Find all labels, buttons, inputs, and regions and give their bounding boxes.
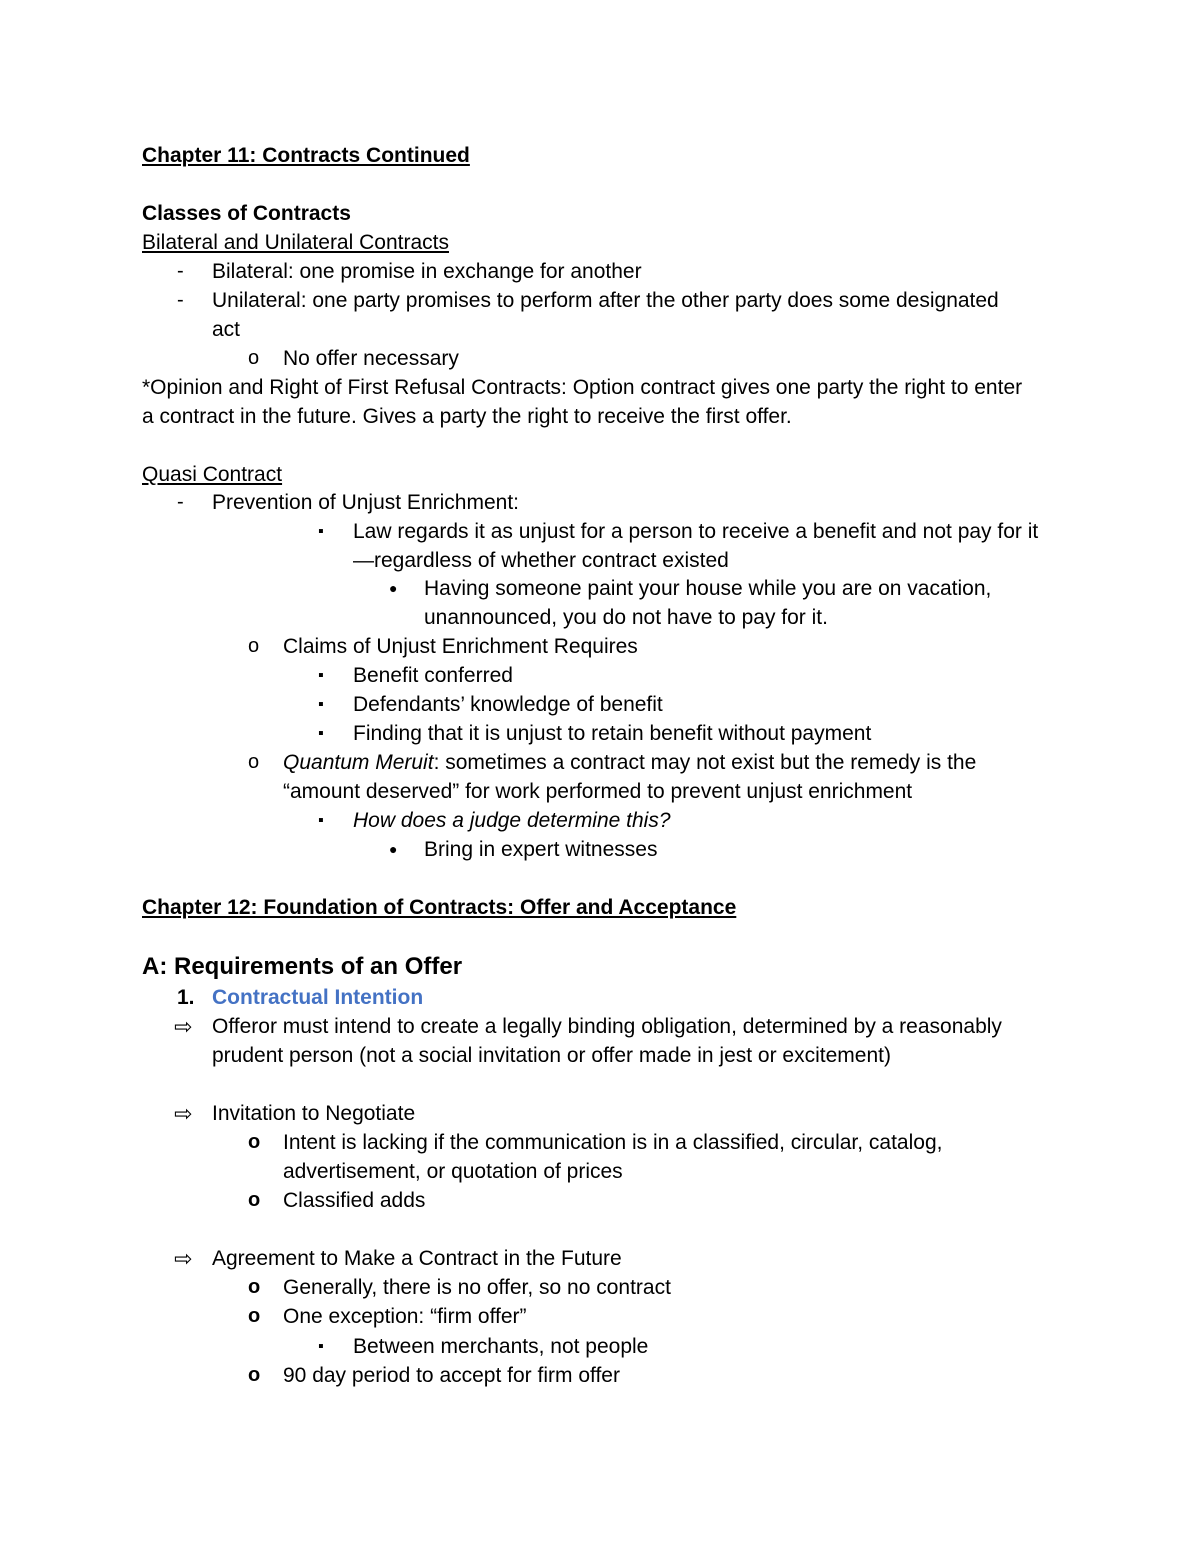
circle-bullet: o <box>248 1276 261 1298</box>
square-bullet: ▪ <box>318 725 324 742</box>
chapter-11-title: Chapter 11: Contracts Continued <box>142 144 470 167</box>
arrow-icon: ⇨ <box>174 1246 193 1271</box>
dot-bullet: ● <box>389 580 398 596</box>
circle-bullet: o <box>248 347 260 369</box>
classes-heading: Classes of Contracts <box>142 202 351 225</box>
document-page: Chapter 11: Contracts Continued Classes of Contracts Bilateral and Unilateral Contracts - Bilateral: one promise in exchange for another - Unilateral: one party promises to perform after the other party does some designated act o No offer necessary *Opinion and Right of First Refusal Contracts: Option contract gives one party the right to enter a contract in the future. Gives a party the right to receive the first offer. Quasi Contract - Prevention of Unjust Enrichment: ▪ Law regards it as unjust for a person to receive a benefit and not pay for it —regardless of whether contract existed ● Having someone paint your house while you are on vacation, unannounced, you do not have to pay for it. o Claims of Unjust Enrichment Requires ▪ Benefit conferred ▪ Defendants’ knowledge of benefit ▪ Finding that it is unjust to retain benefit without payment o Quantum Meruit: sometimes a contract may not exist but the remedy is the “amount deserved” for work performed to prevent unjust enrichment ▪ How does a judge determine this? ● Bring in expert witnesses Chapter 12: Foundation of Contracts: Offer and Acceptance A: Requirements of an Offer 1. Contractual Intention ⇨ Offeror must intend to create a legally binding obligation, determined by a reasonably prudent person (not a social invitation or offer made in jest or excitement) ⇨ Invitation to Negotiate o Intent is lacking if the communication is in a classified, circular, catalog, advertisement, or quotation of prices o Classified adds ⇨ Agreement to Make a Contract in the Future o Generally, there is no offer, so no contract o One exception: “firm offer” ▪ Between merchants, not people o 90 day period to accept for firm offer <box>0 0 1200 1553</box>
circle-bullet: o <box>248 1305 261 1327</box>
square-bullet: ▪ <box>318 696 324 713</box>
circle-bullet: o <box>248 1189 261 1211</box>
contractual-intention-label: Contractual Intention <box>212 986 424 1009</box>
quantum-meruit-term: Quantum Meruit <box>283 751 434 774</box>
section-a-heading: A: Requirements of an Offer <box>142 953 463 980</box>
option-contract-note-cont: a contract in the future. Gives a party the right to receive the first offer. <box>142 405 792 428</box>
list-item-continuation: advertisement, or quotation of prices <box>283 1160 623 1183</box>
dash-bullet: - <box>177 491 184 513</box>
quasi-contract-heading: Quasi Contract <box>142 463 283 486</box>
dot-bullet: ● <box>389 841 398 857</box>
list-item-continuation: unannounced, you do not have to pay for it. <box>424 606 828 629</box>
dash-bullet: - <box>177 289 184 311</box>
chapter-12-title: Chapter 12: Foundation of Contracts: Offer and Acceptance <box>142 896 737 919</box>
arrow-icon: ⇨ <box>174 1014 193 1039</box>
option-contract-note: *Opinion and Right of First Refusal Contracts: Option contract gives one party the right to enter <box>142 376 1023 399</box>
dash-bullet: - <box>177 260 184 282</box>
circle-bullet: o <box>248 751 260 773</box>
list-item-continuation: “amount deserved” for work performed to prevent unjust enrichment <box>283 780 913 803</box>
square-bullet: ▪ <box>318 1338 324 1355</box>
arrow-icon: ⇨ <box>174 1101 193 1126</box>
square-bullet: ▪ <box>318 812 324 829</box>
bilateral-heading: Bilateral and Unilateral Contracts <box>142 231 449 254</box>
square-bullet: ▪ <box>318 667 324 684</box>
circle-bullet: o <box>248 1131 261 1153</box>
list-item-continuation: prudent person (not a social invitation or offer made in jest or excitement) <box>212 1044 891 1067</box>
circle-bullet: o <box>248 635 260 657</box>
list-item-continuation: —regardless of whether contract existed <box>353 549 729 572</box>
square-bullet: ▪ <box>318 523 324 540</box>
list-item-continuation: act <box>212 318 241 341</box>
circle-bullet: o <box>248 1364 261 1386</box>
